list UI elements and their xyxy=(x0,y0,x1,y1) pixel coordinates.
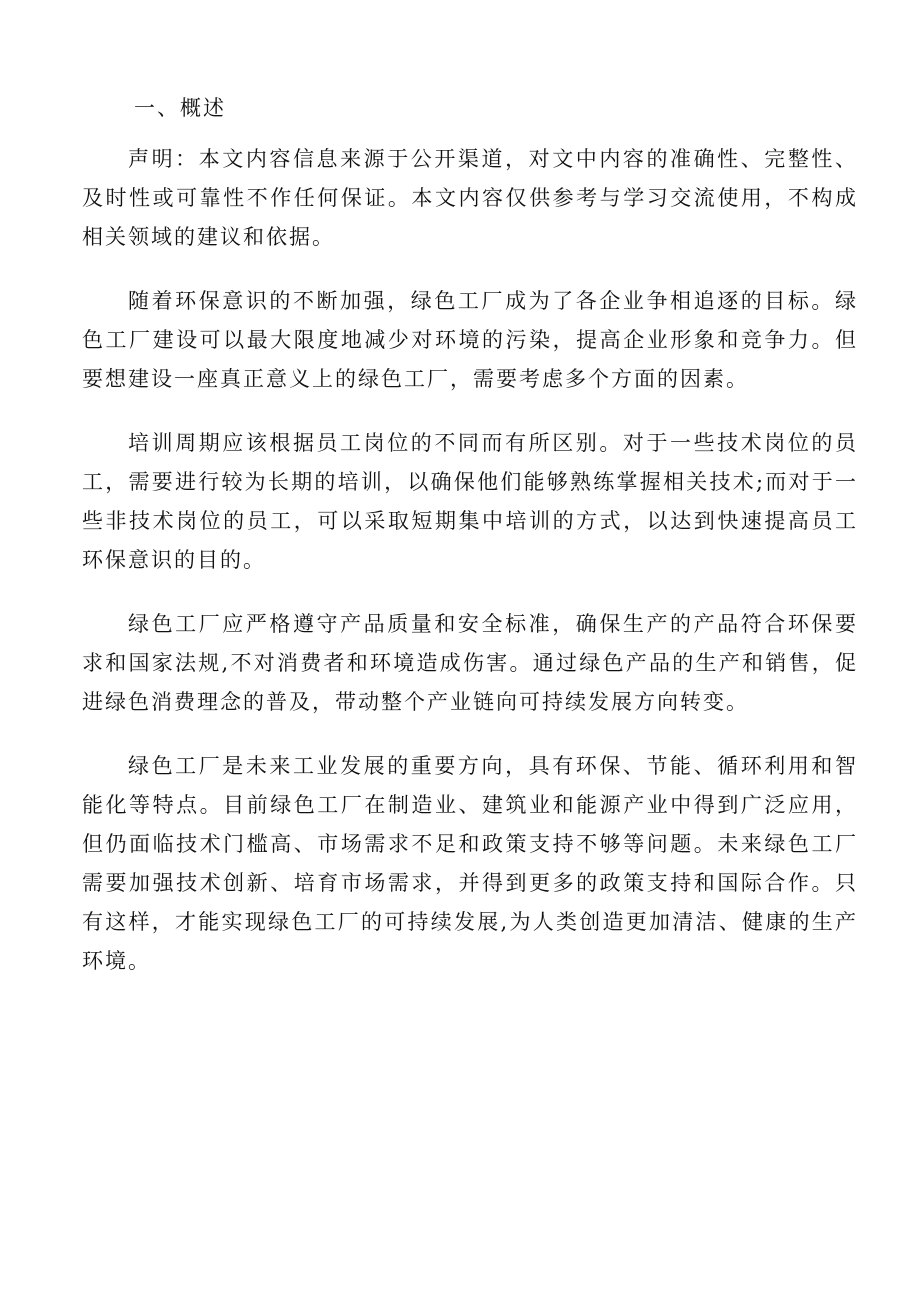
document-body xyxy=(82,90,858,1006)
body-paragraph: 培训周期应该根据员工岗位的不同而有所区别。对于一些技术岗位的员工，需要进行较为长期的培训，以确保他们能够熟练掌握相关技术;而对于一些非技术岗位的员工，可以采取短期集中培训的方式，以达到快速提高员工环保意识的目的。 xyxy=(82,431,858,572)
body-paragraph: 绿色工厂应严格遵守产品质量和安全标准，确保生产的产品符合环保要求和国家法规,不对消费者和环境造成伤害。通过绿色产品的生产和销售，促进绿色消费理念的普及，带动整个产业链向可持续发展方向转变。 xyxy=(82,612,858,714)
disclaimer-paragraph: 声明：本文内容信息来源于公开渠道，对文中内容的准确性、完整性、及时性或可靠性不作任何保证。本文内容仅供参考与学习交流使用，不构成相关领域的建议和依据。 xyxy=(82,147,858,249)
body-paragraph: 随着环保意识的不断加强，绿色工厂成为了各企业争相追逐的目标。绿色工厂建设可以最大限度地减少对环境的污染，提高企业形象和竞争力。但要想建设一座真正意义上的绿色工厂，需要考虑多个方面的因素。 xyxy=(82,289,858,391)
body-paragraph: 绿色工厂是未来工业发展的重要方向，具有环保、节能、循环利用和智能化等特点。目前绿色工厂在制造业、建筑业和能源产业中得到广泛应用，但仍面临技术门槛高、市场需求不足和政策支持不够等问题。未来绿色工厂需要加强技术创新、培育市场需求，并得到更多的政策支持和国际合作。只有这样，才能实现绿色工厂的可持续发展,为人类创造更加清洁、健康的生产环境。 xyxy=(82,754,858,973)
section-heading: 一、概述 xyxy=(134,96,226,120)
